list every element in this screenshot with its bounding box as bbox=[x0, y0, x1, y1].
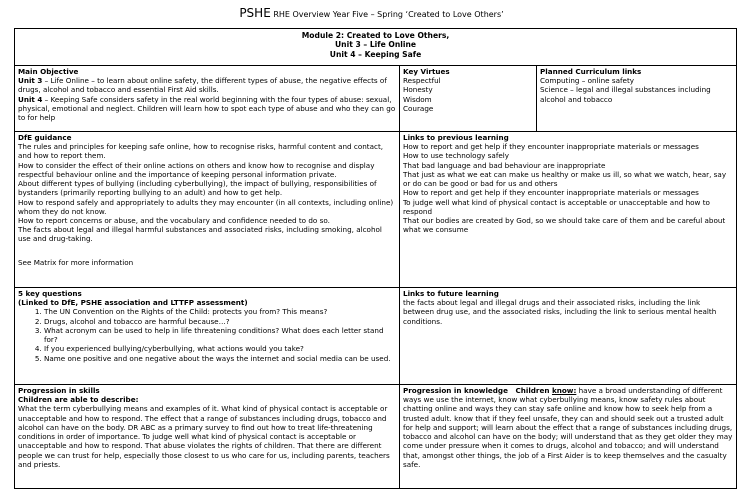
document-title bbox=[0, 6, 743, 20]
key-virtues-heading: Key Virtues bbox=[403, 67, 450, 76]
dfe-guidance-heading: DfE guidance bbox=[18, 133, 72, 142]
virtue-item: Honesty bbox=[403, 85, 433, 95]
progression-knowledge-text: Progression in knowledge Children know: have a broad understanding of different ways we use the internet, know what cyberbullying means, know safety rules about chatting online and ways they can stay safe online and know how to seek help from a trusted adult. know that if they feel unsafe, they can and should seek out a trusted adult for help and support; will learn about the effect that a range of substances including drugs, tobacco and alcohol can have on the body; will understand that as they get older they may come under pressure when it comes to drugs, alcohol and tobacco; and will understand that, amongst other things, the job of a First Aider is to keep themselves and the casualty safe. bbox=[403, 386, 733, 469]
unit3-objective: Unit 3 – Life Online – to learn about online safety, the different types of abuse, the negative effects of drugs, alcohol and tobacco and essential First Aid skills. bbox=[18, 76, 387, 95]
previous-learning-cell bbox=[400, 132, 737, 288]
virtue-item: Respectful bbox=[403, 76, 441, 86]
dfe-guidance-line: How to consider the effect of their online actions on others and know how to recognise and display respectful behaviour online and the importance of keeping personal information private. bbox=[18, 160, 375, 179]
curriculum-link-item: Computing – online safety bbox=[540, 76, 635, 86]
dfe-guidance-line: The rules and principles for keeping safe online, how to recognise risks, harmful content and contact, and how to report them. bbox=[18, 142, 384, 161]
title-main: PSHE bbox=[239, 6, 271, 20]
key-question-item: 3. What acronym can be used to help in life threatening conditions? What does each letter stand for? bbox=[44, 326, 396, 344]
module-title: Module 2: Created to Love Others, bbox=[301, 31, 450, 40]
unit4-title: Unit 4 – Keeping Safe bbox=[329, 49, 422, 59]
previous-learning-line: That just as what we eat can make us healthy or make us ill, so what we watch, hear, say or do can be good or bad for us and others bbox=[403, 169, 727, 189]
overview-table bbox=[14, 28, 737, 489]
dfe-guidance-line: How to respond safely and appropriately to adults they may encounter (in all contexts, including online) whom they do not know. bbox=[18, 197, 394, 216]
key-questions-subheading: (Linked to DfE, PSHE association and LTTFP assessment) bbox=[18, 298, 248, 308]
future-learning-cell bbox=[400, 288, 737, 385]
dfe-guidance-line: The facts about legal and illegal harmful substances and associated risks, including smoking, alcohol use and drug-taking. bbox=[18, 225, 382, 244]
previous-learning-line: How to use technology safely bbox=[403, 151, 510, 161]
previous-learning-line: How to report and get help if they encounter inappropriate materials or messages bbox=[403, 188, 699, 198]
key-questions-list bbox=[18, 307, 396, 362]
main-objective-heading: Main Objective bbox=[18, 67, 79, 76]
curriculum-link-item: Science – legal and illegal substances including alcohol and tobacco bbox=[540, 85, 711, 104]
future-learning-text: the facts about legal and illegal drugs and their associated risks, including the link between drug use, and the associated risks, including the link to serious mental health conditions. bbox=[403, 298, 717, 326]
dfe-guidance-line: About different types of bullying (including cyberbullying), the impact of bullying, responsibilities of bystanders (primarily reporting bullying to an adult) and how to get help. bbox=[18, 179, 377, 198]
key-question-item: 2. Drugs, alcohol and tobacco are harmful because…? bbox=[44, 317, 396, 326]
previous-learning-heading: Links to previous learning bbox=[403, 133, 509, 142]
progression-skills-heading: Progression in skills bbox=[18, 386, 100, 395]
previous-learning-line: How to report and get help if they encounter inappropriate materials or messages bbox=[403, 142, 699, 152]
key-questions-heading: 5 key questions bbox=[18, 289, 82, 298]
key-questions-cell bbox=[15, 288, 400, 385]
unit3-title: Unit 3 – Life Online bbox=[335, 40, 416, 50]
progression-skills-text: What the term cyberbullying means and examples of it. What kind of physical contact is acceptable or unacceptable and how to respond. The effect that a range of substances including drugs, tobacco and alcohol can have on the body. DR ABC as a primary survey to find out how to treat life-threatening conditions in order of importance. To judge well what kind of physical contact is acceptable or unacceptable and how to respond. That abuse violates the rights of children. That there are different people we can trust for help, especially those closest to us who care for us, including parents, teachers and priests. bbox=[18, 404, 390, 469]
curriculum-links-heading: Planned Curriculum links bbox=[540, 67, 642, 76]
unit4-objective: Unit 4 – Keeping Safe considers safety in the real world beginning with the four types of abuse: sexual, physical, emotional and neglect. Children will learn how to spot each type of abuse and who they can go to for help bbox=[18, 94, 396, 123]
progression-skills-cell bbox=[15, 385, 400, 489]
progression-skills-subheading: Children are able to describe: bbox=[18, 395, 139, 405]
previous-learning-line: That bad language and bad behaviour are inappropriate bbox=[403, 160, 606, 170]
curriculum-links-cell bbox=[537, 66, 737, 132]
virtue-item: Courage bbox=[403, 103, 434, 113]
key-question-item: 5. Name one positive and one negative about the ways the internet and social media can be used. bbox=[44, 354, 396, 363]
virtue-item: Wisdom bbox=[403, 94, 432, 104]
future-learning-heading: Links to future learning bbox=[403, 289, 499, 298]
key-question-item: 4. If you experienced bullying/cyberbullying, what actions would you take? bbox=[44, 344, 396, 353]
matrix-note: See Matrix for more information bbox=[18, 257, 134, 267]
title-rest: RHE Overview Year Five – Spring ‘Created to Love Others’ bbox=[270, 10, 504, 19]
previous-learning-line: That our bodies are created by God, so we should take care of them and be careful about what we consume bbox=[403, 215, 726, 235]
progression-knowledge-cell bbox=[400, 385, 737, 489]
key-virtues-cell bbox=[400, 66, 537, 132]
previous-learning-line: To judge well what kind of physical contact is acceptable or unacceptable and how to respond bbox=[403, 197, 710, 216]
module-header bbox=[15, 29, 737, 66]
key-question-item: 1. The UN Convention on the Rights of the Child: protects you from? This means? bbox=[44, 307, 396, 316]
dfe-guidance-cell bbox=[15, 132, 400, 288]
main-objective-cell bbox=[15, 66, 400, 132]
dfe-guidance-line: How to report concerns or abuse, and the vocabulary and confidence needed to do so. bbox=[18, 215, 330, 225]
